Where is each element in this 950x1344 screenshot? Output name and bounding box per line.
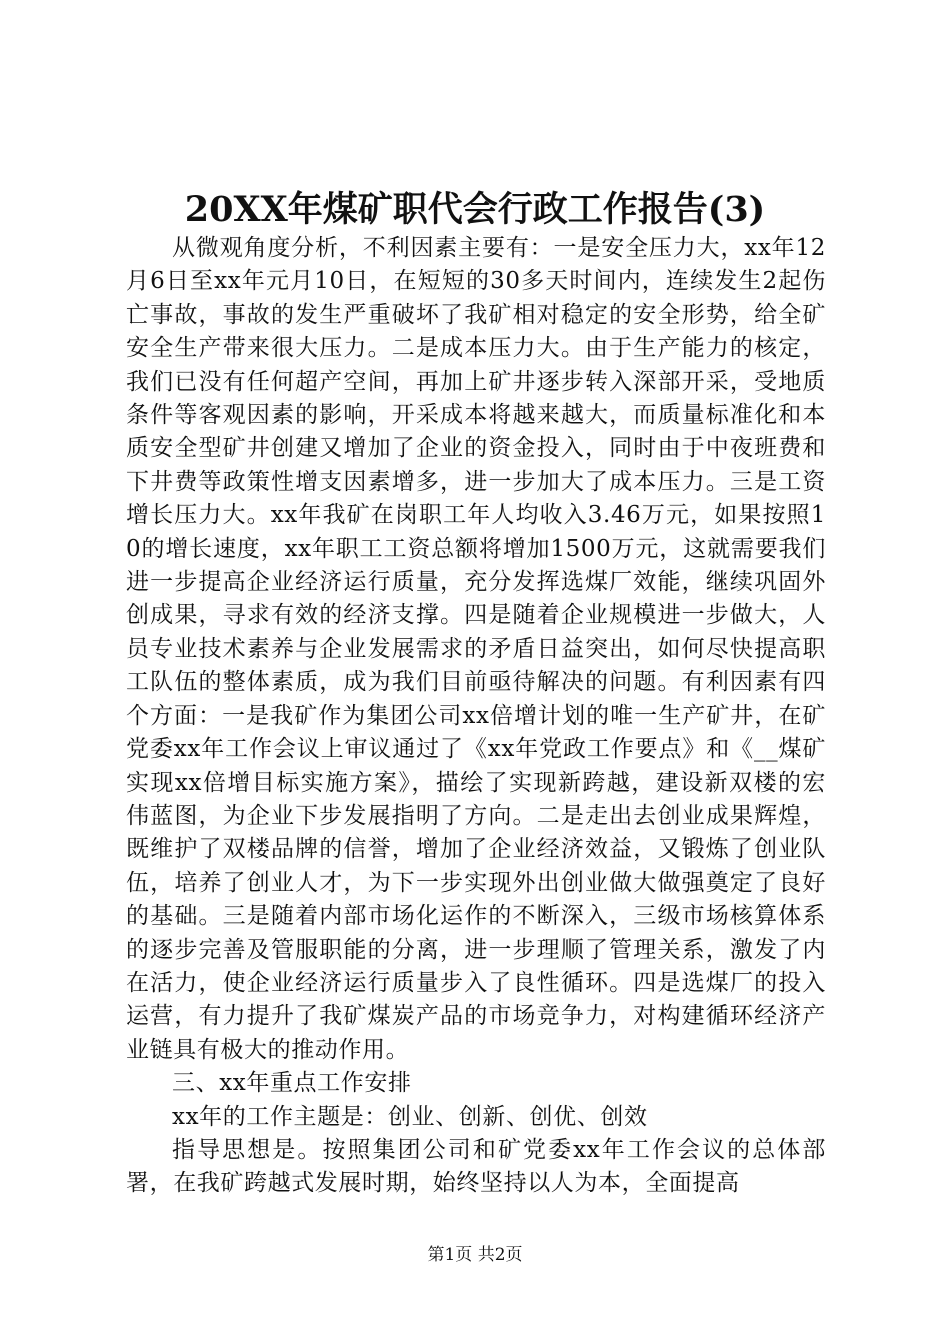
document-body xyxy=(126,232,826,1201)
body-paragraph: xx年的工作主题是：创业、创新、创优、创效 xyxy=(172,1103,648,1130)
body-paragraph: 从微观角度分析，不利因素主要有：一是安全压力大，xx年12月6日至xx年元月10日，在短短的30多天时间内，连续发生2起伤亡事故，事故的发生严重破坏了我矿相对稳定的安全形势，给全矿安全生产带来很大压力。二是成本压力大。由于生产能力的核定，我们已没有任何超产空间，再加上矿井逐步转入深部开采，受地质条件等客观因素的影响，开采成本将越来越大，而质量标准化和本质安全型矿井创建又增加了企业的资金投入，同时由于中夜班费和下井费等政策性增支因素增多，进一步加大了成本压力。三是工资增长压力大。xx年我矿在岗职工年人均收入3.46万元，如果按照10的增长速度，xx年职工工资总额将增加1500万元，这就需要我们进一步提高企业经济运行质量，充分发挥选煤厂效能，继续巩固外创成果，寻求有效的经济支撑。四是随着企业规模进一步做大，人员专业技术素养与企业发展需求的矛盾日益突出，如何尽快提高职工队伍的整体素质，成为我们目前亟待解决的问题。有利因素有四个方面：一是我矿作为集团公司xx倍增计划的唯一生产矿井，在矿党委xx年工作会议上审议通过了《xx年党政工作要点》和《__煤矿实现xx倍增目标实施方案》，描绘了实现新跨越，建设新双楼的宏伟蓝图，为企业下步发展指明了方向。二是走出去创业成果辉煌，既维护了双楼品牌的信誉，增加了企业经济效益，又锻炼了创业队伍，培养了创业人才，为下一步实现外出创业做大做强奠定了良好的基础。三是随着内部市场化运作的不断深入，三级市场核算体系的逐步完善及管服职能的分离，进一步理顺了管理关系，激发了内在活力，使企业经济运行质量步入了良性循环。四是选煤厂的投入运营，有力提升了我矿煤炭产品的市场竞争力，对构建循环经济产业链具有极大的推动作用。 xyxy=(126,235,826,1063)
body-paragraph: 指导思想是。按照集团公司和矿党委xx年工作会议的总体部署，在我矿跨越式发展时期，始终坚持以人为本，全面提高 xyxy=(126,1136,826,1197)
document-title: 20XX年煤矿职代会行政工作报告(3) xyxy=(184,189,766,230)
section-heading: 三、xx年重点工作安排 xyxy=(172,1070,412,1097)
page-footer: 第1页 共2页 xyxy=(427,1245,523,1265)
